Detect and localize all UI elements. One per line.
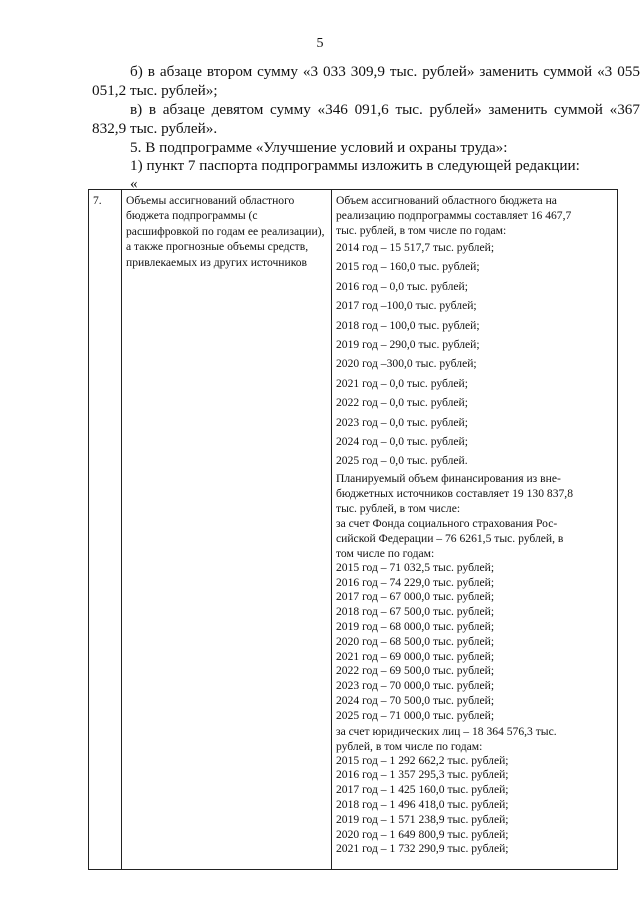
list-item: 2016 год – 1 357 295,3 тыс. рублей; bbox=[336, 768, 509, 782]
text-line: бюджетных источников составляет 19 130 837,8 bbox=[336, 486, 573, 500]
list-item: 2018 год – 67 500,0 тыс. рублей; bbox=[336, 605, 495, 619]
list-item: 2025 год – 0,0 тыс. рублей. bbox=[336, 454, 468, 468]
opening-quote: « bbox=[130, 175, 138, 192]
paragraph-v: в) в абзаце девятом сумму «346 091,6 тыс. рублей» заменить суммой «367 832,9 тыс. рублей». bbox=[92, 101, 640, 137]
list-item: 2018 год – 100,0 тыс. рублей; bbox=[336, 318, 480, 332]
text-line: том числе по годам: bbox=[336, 546, 435, 560]
legal-years-list bbox=[336, 754, 613, 858]
list-item: 2015 год – 71 032,5 тыс. рублей; bbox=[336, 560, 495, 574]
list-item: 2017 год –100,0 тыс. рублей; bbox=[336, 299, 477, 313]
list-item: 2024 год – 70 500,0 тыс. рублей; bbox=[336, 694, 495, 708]
page-number: 5 bbox=[316, 36, 324, 51]
description-text: Объемы ассигнований областного бюджета подпрограммы (с расшифровкой по годам ее реализации), а также прогнозные объемы средств, привлекаемых из других источников bbox=[126, 194, 325, 269]
list-item: 2017 год – 1 425 160,0 тыс. рублей; bbox=[336, 783, 509, 797]
list-item: 2022 год – 69 500,0 тыс. рублей; bbox=[336, 664, 495, 678]
text-line: Объем ассигнований областного бюджета на bbox=[336, 194, 557, 207]
list-item: 2019 год – 1 571 238,9 тыс. рублей; bbox=[336, 812, 509, 826]
list-item: 2025 год – 71 000,0 тыс. рублей; bbox=[336, 708, 495, 722]
fss-years-list bbox=[336, 561, 613, 724]
list-item: 2015 год – 1 292 662,2 тыс. рублей; bbox=[336, 753, 509, 767]
text-line: Планируемый объем финансирования из вне- bbox=[336, 471, 561, 485]
list-item: 2017 год – 67 000,0 тыс. рублей; bbox=[336, 590, 495, 604]
table-row bbox=[89, 190, 618, 870]
text-line: сийской Федерации – 76 6261,5 тыс. рублей, в bbox=[336, 531, 564, 545]
row-number: 7. bbox=[93, 194, 102, 207]
paragraph-1: 1) пункт 7 паспорта подпрограммы изложить в следующей редакции: bbox=[130, 157, 580, 174]
fss-intro bbox=[336, 516, 613, 561]
paragraph-5: 5. В подпрограмме «Улучшение условий и охраны труда»: bbox=[130, 139, 508, 156]
budget-years-list bbox=[336, 238, 613, 471]
list-item: 2023 год – 0,0 тыс. рублей; bbox=[336, 415, 468, 429]
extra-budget-intro bbox=[336, 471, 613, 516]
text-line: тыс. рублей, в том числе по годам: bbox=[336, 224, 507, 237]
values-cell bbox=[332, 190, 618, 870]
list-item: 2015 год – 160,0 тыс. рублей; bbox=[336, 260, 480, 274]
list-item: 2021 год – 1 732 290,9 тыс. рублей; bbox=[336, 842, 509, 856]
text-line: тыс. рублей, в том числе: bbox=[336, 501, 461, 515]
legal-entities-intro bbox=[336, 724, 613, 754]
list-item: 2020 год –300,0 тыс. рублей; bbox=[336, 357, 477, 371]
list-item: 2019 год – 290,0 тыс. рублей; bbox=[336, 338, 480, 352]
list-item: 2022 год – 0,0 тыс. рублей; bbox=[336, 396, 468, 410]
budget-intro bbox=[336, 193, 613, 238]
list-item: 2024 год – 0,0 тыс. рублей; bbox=[336, 435, 468, 449]
list-item: 2018 год – 1 496 418,0 тыс. рублей; bbox=[336, 798, 509, 812]
list-item: 2020 год – 1 649 800,9 тыс. рублей; bbox=[336, 827, 509, 841]
description-cell bbox=[122, 190, 332, 870]
list-item: 2014 год – 15 517,7 тыс. рублей; bbox=[336, 241, 495, 254]
passport-table bbox=[88, 189, 618, 870]
list-item: 2016 год – 74 229,0 тыс. рублей; bbox=[336, 575, 495, 589]
text-line: реализацию подпрограммы составляет 16 467,7 bbox=[336, 209, 572, 222]
list-item: 2021 год – 69 000,0 тыс. рублей; bbox=[336, 649, 495, 663]
list-item: 2020 год – 68 500,0 тыс. рублей; bbox=[336, 634, 495, 648]
paragraph-b: б) в абзаце втором сумму «3 033 309,9 тыс. рублей» заменить суммой «3 055 051,2 тыс. рублей»; bbox=[92, 63, 640, 99]
text-line: за счет Фонда социального страхования Рос- bbox=[336, 516, 558, 530]
text-line: за счет юридических лиц – 18 364 576,3 тыс. bbox=[336, 724, 557, 738]
row-number-cell bbox=[89, 190, 122, 870]
list-item: 2016 год – 0,0 тыс. рублей; bbox=[336, 279, 468, 293]
list-item: 2021 год – 0,0 тыс. рублей; bbox=[336, 376, 468, 390]
list-item: 2023 год – 70 000,0 тыс. рублей; bbox=[336, 679, 495, 693]
list-item: 2019 год – 68 000,0 тыс. рублей; bbox=[336, 620, 495, 634]
text-line: рублей, в том числе по годам: bbox=[336, 739, 483, 753]
